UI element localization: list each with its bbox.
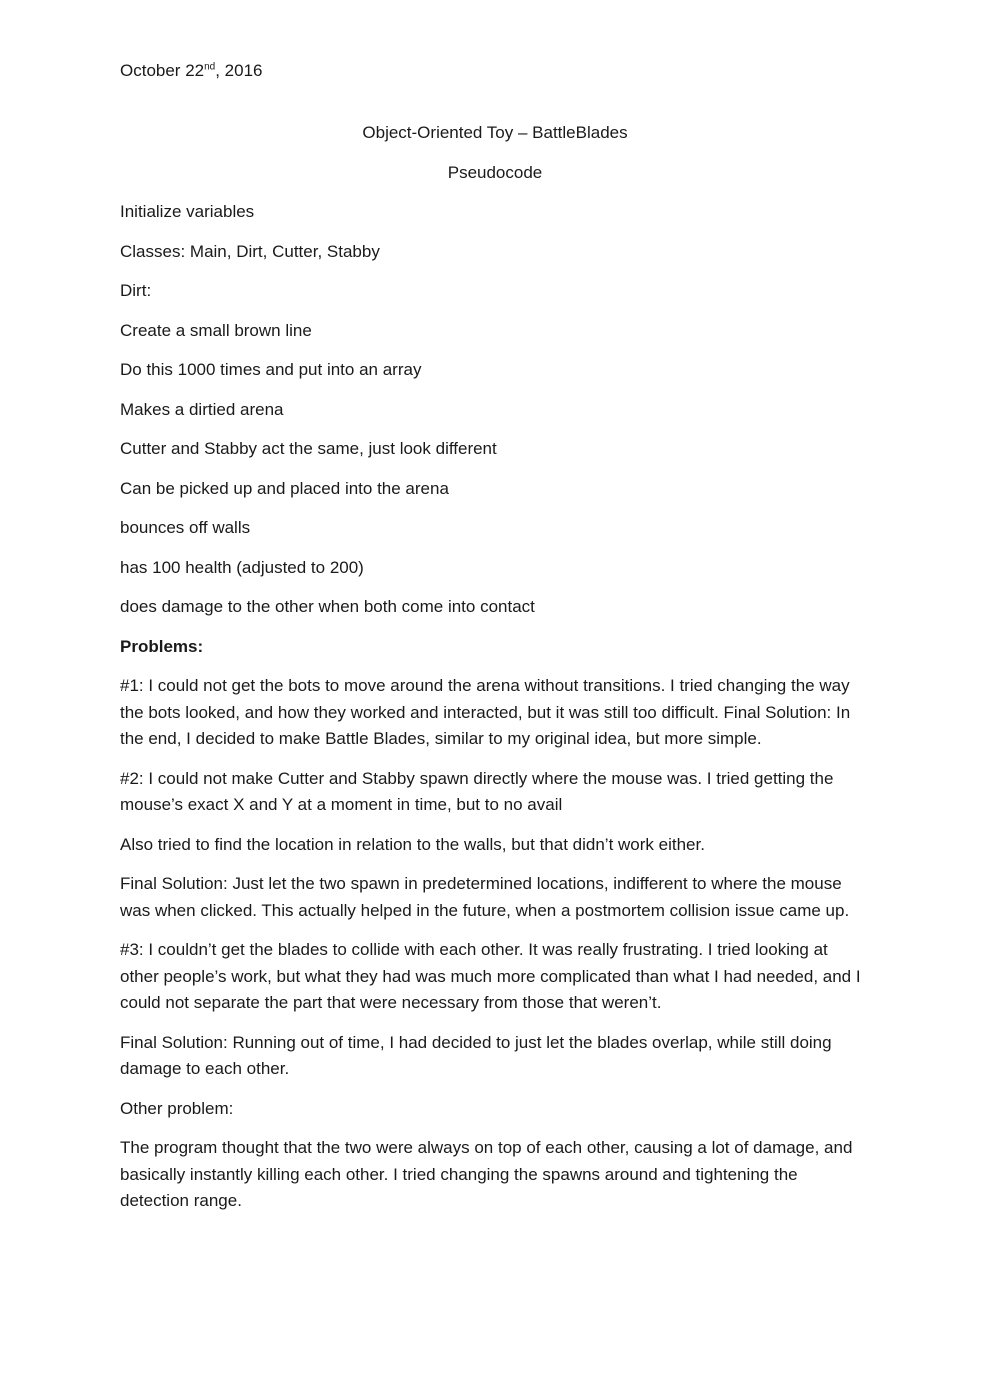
pseudocode-line: Initialize variables (120, 202, 255, 221)
problem-paragraph: The program thought that the two were always on top of each other, causing a lot of damage, and basically instantly killing each other. I tried changing the spawns around and tightening the detection range. (120, 1138, 853, 1210)
problems-heading: Problems: (120, 636, 204, 656)
pseudocode-line: bounces off walls (120, 518, 251, 537)
date-year: , 2016 (215, 61, 263, 80)
pseudocode-line: Do this 1000 times and put into an array (120, 360, 422, 379)
problem-paragraph: #2: I could not make Cutter and Stabby spawn directly where the mouse was. I tried getting the mouse’s exact X and Y at a moment in time, but to no avail (120, 768, 834, 814)
date-ordinal: nd (204, 61, 216, 73)
pseudocode-line: Classes: Main, Dirt, Cutter, Stabby (120, 241, 380, 261)
pseudocode-line: Create a small brown line (120, 320, 312, 340)
pseudocode-line: Dirt: (120, 281, 152, 300)
pseudocode-line: Cutter and Stabby act the same, just look different (120, 439, 497, 458)
pseudocode-line: has 100 health (adjusted to 200) (120, 557, 364, 577)
pseudocode-line: Makes a dirtied arena (120, 399, 284, 419)
document-title: Object-Oriented Toy – BattleBlades (362, 123, 628, 142)
problem-paragraph: #1: I could not get the bots to move around the arena without transitions. I tried changing the way the bots looked, and how they worked and interacted, but it was still too difficult. Final Solution: In the end, I decided to make Battle Blades, similar to my original idea, but more simple. (120, 676, 851, 748)
pseudocode-line: does damage to the other when both come into contact (120, 597, 535, 616)
problem-paragraph: Final Solution: Running out of time, I had decided to just let the blades overlap, while still doing damage to each other. (120, 1032, 832, 1078)
problem-paragraph: #3: I couldn’t get the blades to collide with each other. It was really frustrating. I tried looking at other people’s work, but what they had was much more complicated than what I had needed, and I could not separate the part that were necessary from those that weren’t. (120, 940, 861, 1012)
other-problem-heading: Other problem: (120, 1098, 234, 1118)
problem-paragraph: Also tried to find the location in relation to the walls, but that didn’t work either. (120, 834, 705, 854)
problem-paragraph: Final Solution: Just let the two spawn in predetermined locations, indifferent to where the mouse was when clicked. This actually helped in the future, when a postmortem collision issue came up. (120, 874, 850, 920)
pseudocode-line: Can be picked up and placed into the arena (120, 478, 449, 498)
document-subtitle: Pseudocode (447, 162, 543, 182)
date-text: October 22 (120, 61, 205, 80)
document-body (120, 58, 870, 1215)
document-date (120, 58, 870, 84)
